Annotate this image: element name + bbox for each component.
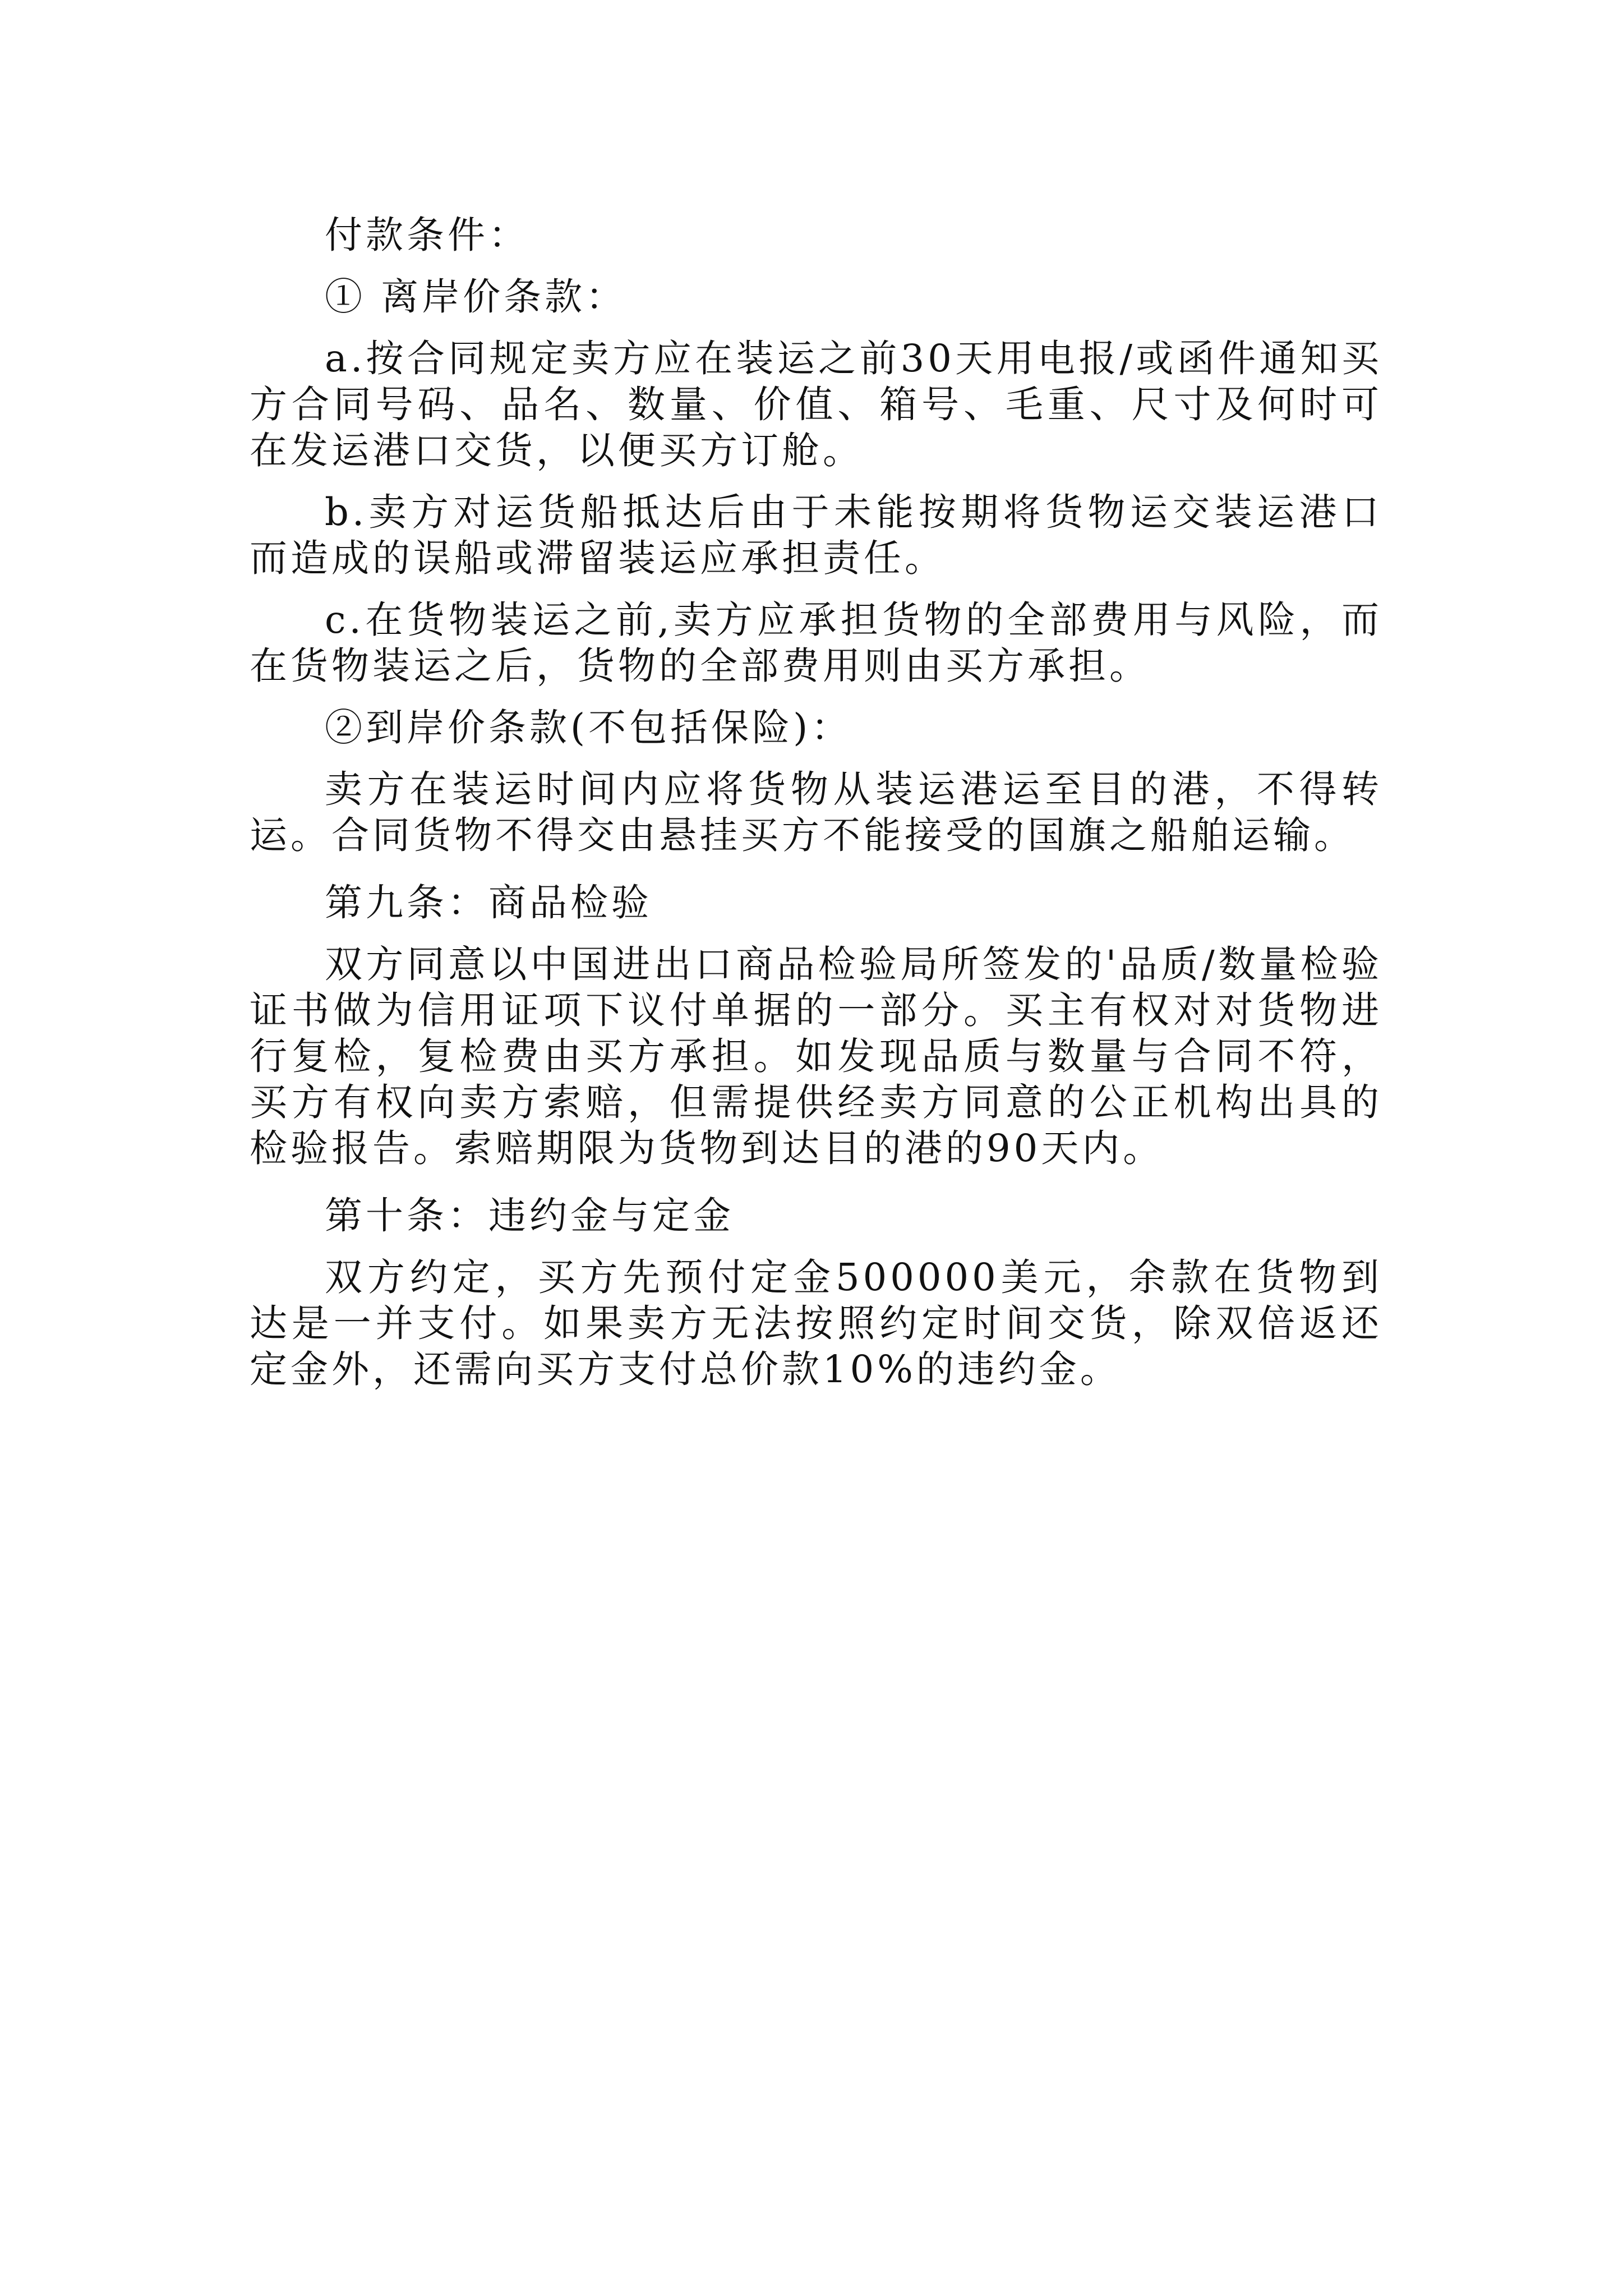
fob-clause-b: b.卖方对运货船抵达后由于未能按期将货物运交装运港口而造成的误船或滞留装运应承担责任。 [250,490,1382,580]
cif-clause-body: 卖方在装运时间内应将货物从装运港运至目的港，不得转运。合同货物不得交由悬挂买方不能接受的国旗之船舶运输。 [250,767,1382,857]
payment-terms-title: 付款条件： [325,213,529,257]
article-9-title: 第九条：商品检验 [325,881,652,924]
fob-clause-title: ① 离岸价条款： [325,275,627,319]
article-10-title: 第十条：违约金与定金 [325,1194,734,1237]
document-body [250,212,1382,1392]
cif-clause-title: ②到岸价条款(不包括保险)： [325,706,852,749]
fob-clause-c: c.在货物装运之前,卖方应承担货物的全部费用与风险，而在货物装运之后，货物的全部费用则由买方承担。 [250,598,1382,688]
fob-clause-a: a.按合同规定卖方应在装运之前30天用电报/或函件通知买方合同号码、品名、数量、价值、箱号、毛重、尺寸及何时可在发运港口交货，以便买方订舱。 [250,337,1382,472]
article-10-body: 双方约定，买方先预付定金500000美元，余款在货物到达是一并支付。如果卖方无法按照约定时间交货，除双倍返还定金外，还需向买方支付总价款10%的违约金。 [250,1255,1382,1391]
article-9-body: 双方同意以中国进出口商品检验局所签发的'品质/数量检验证书做为信用证项下议付单据的一部分。买主有权对对货物进行复检，复检费由买方承担。如发现品质与数量与合同不符，买方有权向卖方索赔，但需提供经卖方同意的公正机构出具的检验报告。索赔期限为货物到达目的港的90天内。 [250,942,1382,1170]
